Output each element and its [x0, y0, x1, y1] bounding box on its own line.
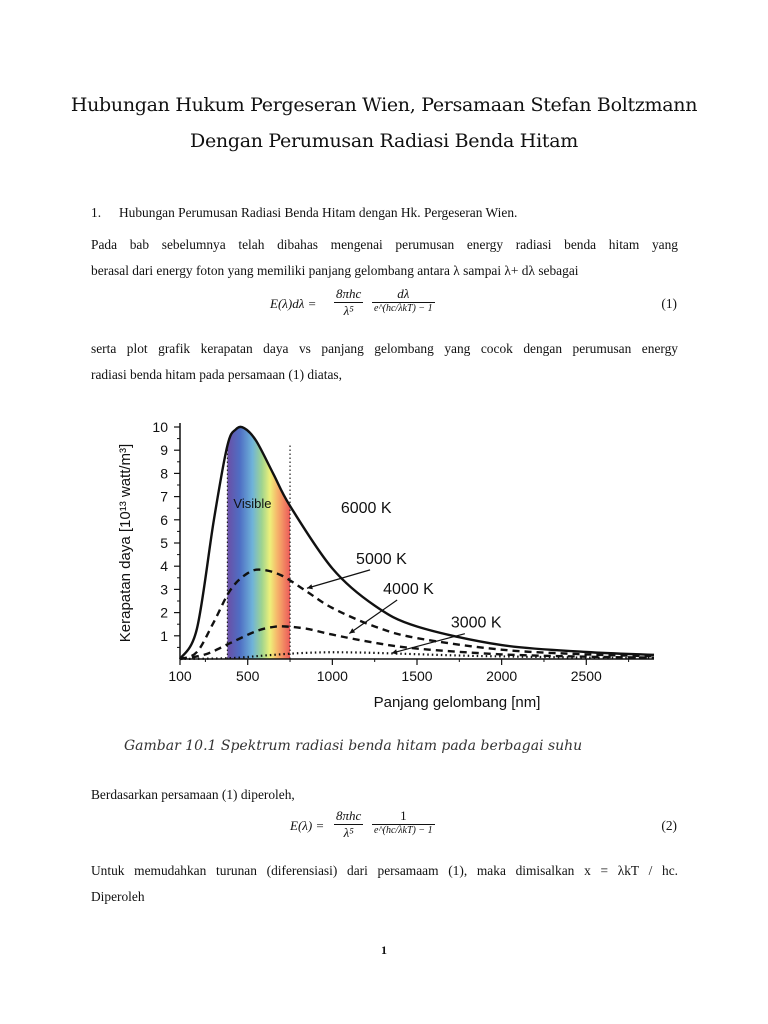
equation-2-numerator-2: 1	[372, 808, 435, 825]
blackbody-chart	[92, 413, 680, 733]
equation-1-numerator-1: 8πhc	[336, 286, 362, 301]
series-label: 3000 K	[450, 614, 502, 632]
equation-2-numerator-1: 8πhc	[336, 808, 362, 823]
equation-2-denominator-1: λ⁵	[343, 825, 354, 840]
x-tick-label: 1000	[316, 668, 348, 684]
document-title-line-1: Hubungan Hukum Pergeseran Wien, Persamaan Stefan Boltzmann	[70, 94, 698, 116]
equation-2-denominator-2: e^(hc/λkT) − 1	[374, 825, 433, 836]
equation-1-denominator-1: λ⁵	[343, 303, 354, 318]
series-label-arrow	[307, 570, 370, 588]
paragraph-4	[91, 858, 678, 910]
equation-2-fraction-1	[334, 808, 363, 841]
section-number: 1.	[91, 205, 102, 220]
x-tick-label: 2000	[486, 668, 518, 684]
y-tick-label: 3	[160, 581, 168, 598]
y-tick-label: 8	[160, 465, 168, 482]
equation-1-fraction-1	[334, 286, 363, 319]
series-label: 4000 K	[383, 581, 434, 599]
paragraph-3: Berdasarkan persamaan (1) diperoleh,	[91, 787, 295, 802]
section-heading	[91, 200, 678, 226]
equation-2-number: (2)	[661, 818, 677, 833]
visible-band-label: Visible	[233, 496, 272, 512]
series-label: 5000 K	[356, 550, 407, 568]
x-tick-label: 1500	[401, 668, 433, 684]
blackbody-spectrum-figure	[92, 413, 680, 775]
paragraph-1-line-2: berasal dari energy foton yang memiliki panjang gelombang antara λ sampai λ+ dλ sebagai	[91, 263, 579, 278]
equation-2-fraction-2	[372, 808, 435, 836]
y-tick-label: 2	[160, 604, 168, 621]
section-title: Hubungan Perumusan Radiasi Benda Hitam dengan Hk. Pergeseran Wien.	[119, 205, 518, 220]
equation-2-lhs: E(λ) =	[290, 818, 325, 833]
y-tick-label: 10	[152, 419, 168, 435]
equation-1-fraction-2	[372, 286, 435, 314]
paragraph-4-line-1: Untuk memudahkan turunan (diferensiasi) dari persamaam (1), maka dimisalkan x = λkT / hc.	[91, 863, 678, 878]
y-tick-label: 1	[160, 627, 168, 644]
paragraph-2	[91, 336, 678, 388]
page-number: 1	[381, 943, 387, 957]
equation-1-lhs: E(λ)dλ =	[270, 296, 317, 311]
y-tick-label: 6	[160, 511, 168, 528]
figure-caption: Gambar 10.1 Spektrum radiasi benda hitam pada berbagai suhu	[124, 738, 583, 754]
y-tick-label: 9	[160, 442, 168, 459]
paragraph-1	[91, 232, 678, 284]
x-tick-label: 2500	[570, 668, 602, 684]
paragraph-1-line-1: Pada bab sebelumnya telah dibahas mengenai perumusan energy radiasi benda hitam yang	[91, 237, 678, 252]
y-tick-label: 5	[160, 535, 168, 551]
y-tick-label: 4	[160, 558, 168, 575]
paragraph-2-line-2: radiasi benda hitam pada persamaan (1) diatas,	[91, 367, 342, 382]
equation-1-number: (1)	[661, 296, 677, 311]
equation-1-numerator-2: dλ	[372, 286, 435, 303]
series-label: 6000 K	[340, 499, 392, 517]
y-axis-label: Kerapatan daya [10¹³ watt/m³]	[117, 443, 134, 643]
x-tick-label: 100	[168, 668, 192, 684]
visible-spectrum-band	[227, 427, 290, 659]
paragraph-4-line-2: Diperoleh	[91, 889, 145, 904]
arrowhead	[349, 628, 355, 633]
paragraph-2-line-1: serta plot grafik kerapatan daya vs panjang gelombang yang cocok dengan perumusan energy	[91, 341, 678, 356]
equation-1-denominator-2: e^(hc/λkT) − 1	[374, 303, 433, 314]
chart-series-labels	[307, 500, 502, 654]
document-title-line-2: Dengan Perumusan Radiasi Benda Hitam	[190, 130, 578, 152]
y-tick-label: 7	[160, 488, 168, 505]
x-tick-label: 500	[236, 668, 260, 684]
x-axis-label: Panjang gelombang [nm]	[373, 694, 541, 711]
